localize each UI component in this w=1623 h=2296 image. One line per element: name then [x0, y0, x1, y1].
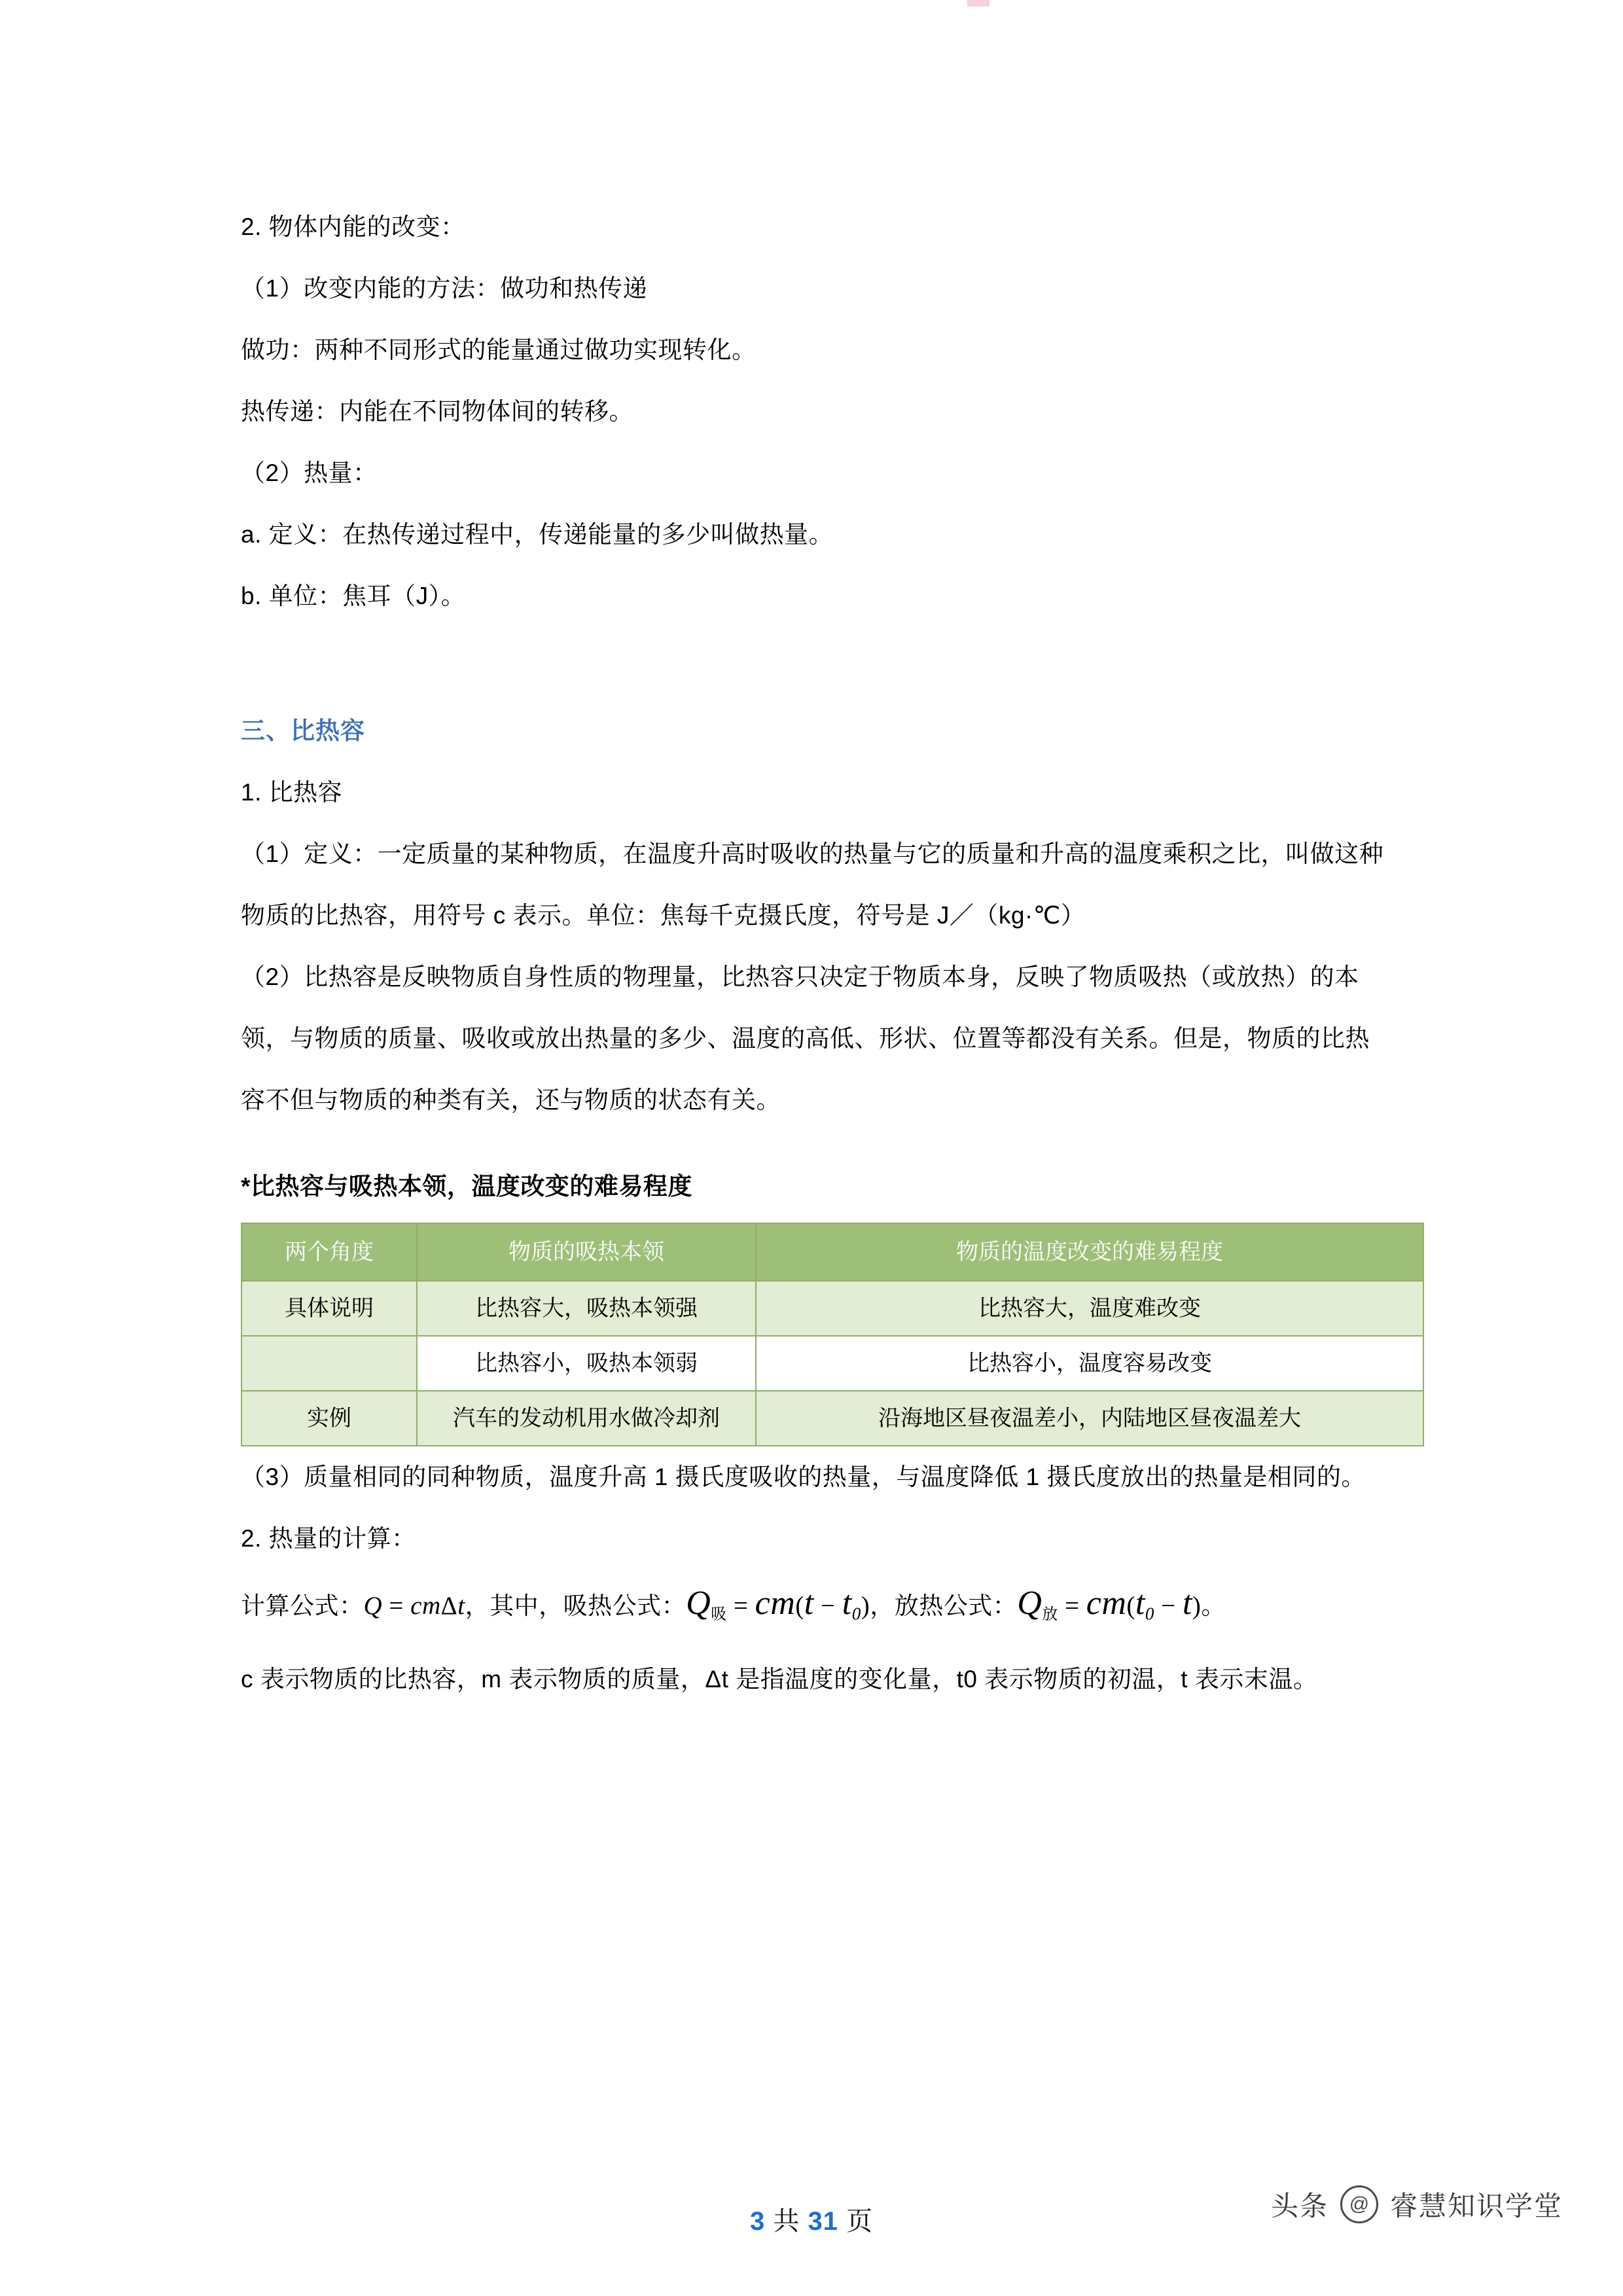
table-row [241, 1391, 1423, 1446]
section3-sub1-para3: （3）质量相同的同种物质，温度升高 1 摄氏度吸收的热量，与温度降低 1 摄氏度放出的热量是相同的。 [241, 1463, 1366, 1490]
formula-general: Q = cmΔt [363, 1592, 465, 1620]
comparison-table [241, 1223, 1424, 1446]
section2-line-5: a. 定义：在热传递过程中，传递能量的多少叫做热量。 [241, 521, 834, 548]
section2-line-4: （2）热量： [241, 459, 378, 486]
table-cell: 比热容小，温度容易改变 [756, 1336, 1423, 1391]
section3-heading: 三、比热容 [241, 717, 365, 744]
table-row-label-example: 实例 [241, 1391, 417, 1446]
page-unit: 页 [846, 2207, 874, 2236]
page-total: 31 [808, 2207, 838, 2236]
symbol-explanation: c 表示物质的比热容，m 表示物质的质量，Δt 是指温度的变化量，t0 表示物质的初温，t 表示末温。 [241, 1666, 1318, 1693]
document-body [241, 196, 1393, 1710]
table-header-row [241, 1223, 1423, 1281]
section3-sub1-para1: （1）定义：一定质量的某种物质，在温度升高时吸收的热量与它的质量和升高的温度乘积之比，叫做这种物质的比热容，用符号 c 表示。单位：焦每千克摄氏度，符号是 J／（kg·℃） [241, 840, 1384, 929]
spacer [241, 627, 1393, 700]
at-icon: @ [1340, 2185, 1378, 2223]
table-cell: 比热容小，吸热本领弱 [417, 1336, 756, 1391]
section3-sub1-title: 1. 比热容 [241, 779, 343, 806]
page-total-label: 共 [773, 2207, 800, 2236]
table-header-cell-absorb: 物质的吸热本领 [417, 1223, 756, 1281]
table-cell: 比热容大，吸热本领强 [417, 1281, 756, 1336]
table-row [241, 1281, 1423, 1336]
watermark-source: 头条 [1270, 2191, 1329, 2221]
table-row [241, 1336, 1423, 1391]
section2-line-2: 做功：两种不同形式的能量通过做功实现转化。 [241, 336, 757, 363]
comparison-note: *比热容与吸热本领，温度改变的难易程度 [241, 1173, 692, 1200]
formula-release: Q放 = cm(t0 − t) [1017, 1585, 1202, 1624]
spacer [241, 1131, 1393, 1157]
section2-line-3: 热传递：内能在不同物体间的转移。 [241, 398, 633, 425]
formula-suffix: 。 [1201, 1592, 1226, 1619]
section2-heading: 2. 物体内能的改变： [241, 213, 465, 240]
formula-mid-1: ，其中，吸热公式： [465, 1592, 687, 1619]
table-cell: 汽车的发动机用水做冷却剂 [417, 1391, 756, 1446]
section3-sub2-title: 2. 热量的计算： [241, 1525, 416, 1552]
watermark-account: 睿慧知识学堂 [1389, 2191, 1563, 2221]
table-header-cell-temp: 物质的温度改变的难易程度 [756, 1223, 1423, 1281]
formula-prefix: 计算公式： [241, 1592, 364, 1619]
table-header-cell-angle: 两个角度 [241, 1223, 417, 1281]
section3-sub1-para2: （2）比热容是反映物质自身性质的物理量，比热容只决定于物质本身，反映了物质吸热（或放热）的本领，与物质的质量、吸收或放出热量的多少、温度的高低、形状、位置等都没有关系。但是，物质的比热容不但与物质的种类有关，还与物质的状态有关。 [241, 963, 1370, 1113]
formula-absorb: Q吸 = cm(t − t0) [686, 1585, 870, 1624]
top-edge-marker [967, 0, 990, 7]
table-cell: 沿海地区昼夜温差小，内陆地区昼夜温差大 [756, 1391, 1423, 1446]
section2-line-1: （1）改变内能的方法：做功和热传递 [241, 275, 648, 302]
page-number: 3 [749, 2207, 766, 2236]
table-row-label-explanation: 具体说明 [241, 1281, 417, 1336]
formula-line [241, 1570, 1393, 1649]
table-row-label-empty [241, 1336, 417, 1391]
watermark [1271, 2185, 1563, 2224]
table-cell: 比热容大，温度难改变 [756, 1281, 1423, 1336]
section2-line-6: b. 单位：焦耳（J）。 [241, 583, 466, 609]
formula-mid-2: ，放热公式： [870, 1592, 1018, 1619]
